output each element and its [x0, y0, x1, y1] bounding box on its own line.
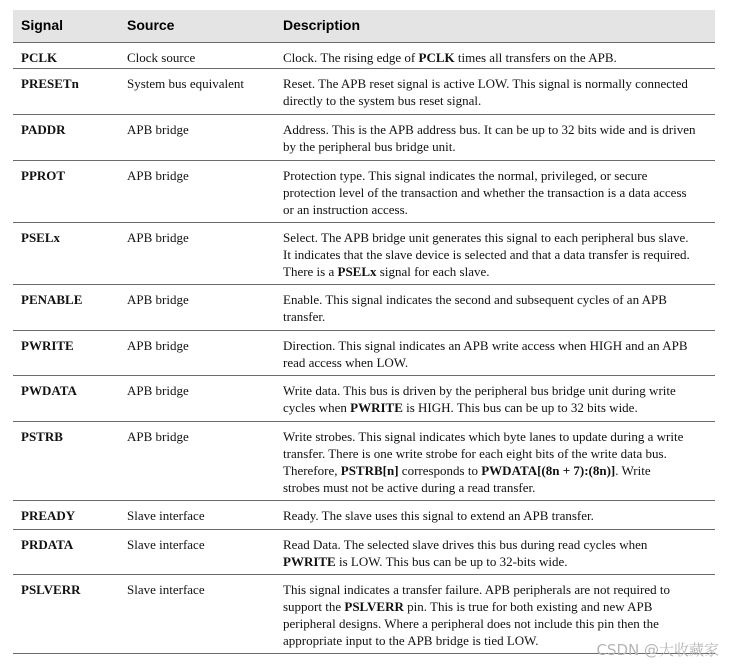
- description-text: signal for each slave.: [376, 264, 490, 279]
- description-line: [283, 399, 713, 416]
- signal-reference: PWRITE: [283, 554, 336, 569]
- description-cell: [283, 337, 713, 371]
- description-line: [283, 121, 713, 138]
- description-text: read access when LOW.: [283, 355, 409, 370]
- header-signal: Signal: [21, 17, 64, 33]
- table-row: [13, 376, 715, 422]
- description-text: Clock. The rising edge of: [283, 50, 419, 65]
- signal-cell: PADDR: [21, 122, 66, 137]
- description-text: corresponds to: [398, 463, 482, 478]
- description-text: is LOW. This bus can be up to 32-bits wide.: [335, 554, 568, 569]
- signal-cell: PENABLE: [21, 292, 83, 307]
- signal-reference: PSTRB[n]: [340, 463, 399, 478]
- description-text: There is a: [283, 264, 338, 279]
- description-text: Read Data. The selected slave drives this bus during read cycles when: [283, 537, 648, 552]
- description-text: Select. The APB bridge unit generates this signal to each peripheral bus slave.: [283, 230, 689, 245]
- table-row: [13, 530, 715, 575]
- signal-reference: PWDATA[(8n + 7):(8n)]: [481, 463, 616, 478]
- description-text: Direction. This signal indicates an APB write access when HIGH and an APB: [283, 338, 688, 353]
- description-text: It indicates that the slave device is selected and that a data transfer is required.: [283, 247, 690, 262]
- source-cell: APB bridge: [127, 383, 189, 398]
- signal-reference: PCLK: [418, 50, 455, 65]
- signal-cell: PRDATA: [21, 537, 74, 552]
- description-text: or an instruction access.: [283, 202, 408, 217]
- description-text: transfer.: [283, 309, 326, 324]
- table-row: [13, 161, 715, 223]
- signal-reference: PSLVERR: [344, 599, 404, 614]
- description-text: peripheral designs. Where a peripheral does not include this pin then the: [283, 616, 659, 631]
- description-cell: [283, 229, 713, 280]
- description-text: Write strobes. This signal indicates which byte lanes to update during a write: [283, 429, 684, 444]
- description-cell: [283, 121, 713, 155]
- description-cell: [283, 428, 713, 496]
- description-line: [283, 615, 713, 632]
- description-line: [283, 308, 713, 325]
- description-text: Ready. The slave uses this signal to extend an APB transfer.: [283, 508, 594, 523]
- description-line: [283, 598, 713, 615]
- signal-cell: PSLVERR: [21, 582, 81, 597]
- table-row: [13, 285, 715, 331]
- description-line: [283, 75, 713, 92]
- signal-cell: PRESETn: [21, 76, 79, 91]
- watermark: CSDN @大收藏家: [596, 641, 719, 659]
- description-line: [283, 428, 713, 445]
- description-text: appropriate input to the APB bridge is tied LOW.: [283, 633, 539, 648]
- description-text: pin. This is true for both existing and new APB: [403, 599, 653, 614]
- signal-table: [13, 10, 715, 654]
- description-line: [283, 201, 713, 218]
- description-line: [283, 49, 713, 66]
- description-line: [283, 229, 713, 246]
- source-cell: Slave interface: [127, 582, 205, 597]
- signal-cell: PSTRB: [21, 429, 63, 444]
- signal-cell: PPROT: [21, 168, 66, 183]
- table-row: [13, 115, 715, 161]
- description-text: directly to the system bus reset signal.: [283, 93, 482, 108]
- description-text: strobes must not be active during a read transfer.: [283, 480, 536, 495]
- description-line: [283, 382, 713, 399]
- table-row: [13, 422, 715, 501]
- signal-reference: PWRITE: [350, 400, 403, 415]
- description-line: [283, 291, 713, 308]
- description-cell: [283, 536, 713, 570]
- description-line: [283, 507, 713, 524]
- description-text: Write data. This bus is driven by the peripheral bus bridge unit during write: [283, 383, 676, 398]
- table-row: [13, 331, 715, 376]
- description-cell: [283, 75, 713, 109]
- table-row: [13, 223, 715, 285]
- table-row: [13, 501, 715, 530]
- signal-cell: PREADY: [21, 508, 76, 523]
- table-body: [13, 43, 715, 654]
- description-text: cycles when: [283, 400, 351, 415]
- description-line: [283, 445, 713, 462]
- source-cell: APB bridge: [127, 122, 189, 137]
- description-text: is HIGH. This bus can be up to 32 bits wide.: [402, 400, 638, 415]
- table-row: [13, 69, 715, 115]
- signal-cell: PWRITE: [21, 338, 74, 353]
- source-cell: Slave interface: [127, 537, 205, 552]
- table-header: [13, 10, 715, 43]
- description-line: [283, 184, 713, 201]
- description-line: [283, 92, 713, 109]
- description-text: . Write: [615, 463, 651, 478]
- description-line: [283, 553, 713, 570]
- description-text: transfer. There is one write strobe for each eight bits of the write data bus.: [283, 446, 667, 461]
- description-line: [283, 263, 713, 280]
- header-source: Source: [127, 17, 175, 33]
- source-cell: APB bridge: [127, 168, 189, 183]
- description-line: [283, 462, 713, 479]
- signal-cell: PCLK: [21, 50, 58, 65]
- description-line: [283, 246, 713, 263]
- description-cell: [283, 291, 713, 325]
- signal-reference: PSELx: [337, 264, 377, 279]
- description-cell: [283, 382, 713, 416]
- source-cell: APB bridge: [127, 230, 189, 245]
- description-line: [283, 581, 713, 598]
- description-cell: [283, 49, 713, 66]
- description-text: protection level of the transaction and whether the transaction is a data access: [283, 185, 687, 200]
- description-text: support the: [283, 599, 345, 614]
- signal-cell: PSELx: [21, 230, 61, 245]
- description-line: [283, 354, 713, 371]
- source-cell: APB bridge: [127, 292, 189, 307]
- description-text: Therefore,: [283, 463, 341, 478]
- description-line: [283, 479, 713, 496]
- description-cell: [283, 167, 713, 218]
- description-line: [283, 167, 713, 184]
- description-line: [283, 138, 713, 155]
- description-text: Address. This is the APB address bus. It can be up to 32 bits wide and is driven: [283, 122, 696, 137]
- description-text: Protection type. This signal indicates the normal, privileged, or secure: [283, 168, 648, 183]
- table-row: [13, 43, 715, 69]
- description-text: This signal indicates a transfer failure. APB peripherals are not required to: [283, 582, 670, 597]
- header-description: Description: [283, 17, 361, 33]
- source-cell: Slave interface: [127, 508, 205, 523]
- source-cell: System bus equivalent: [127, 76, 244, 91]
- source-cell: Clock source: [127, 50, 196, 65]
- description-text: by the peripheral bus bridge unit.: [283, 139, 456, 154]
- description-text: Enable. This signal indicates the second and subsequent cycles of an APB: [283, 292, 667, 307]
- description-text: Reset. The APB reset signal is active LOW. This signal is normally connected: [283, 76, 688, 91]
- description-line: [283, 536, 713, 553]
- source-cell: APB bridge: [127, 429, 189, 444]
- source-cell: APB bridge: [127, 338, 189, 353]
- description-text: times all transfers on the APB.: [454, 50, 617, 65]
- description-cell: [283, 507, 713, 524]
- description-line: [283, 337, 713, 354]
- signal-cell: PWDATA: [21, 383, 77, 398]
